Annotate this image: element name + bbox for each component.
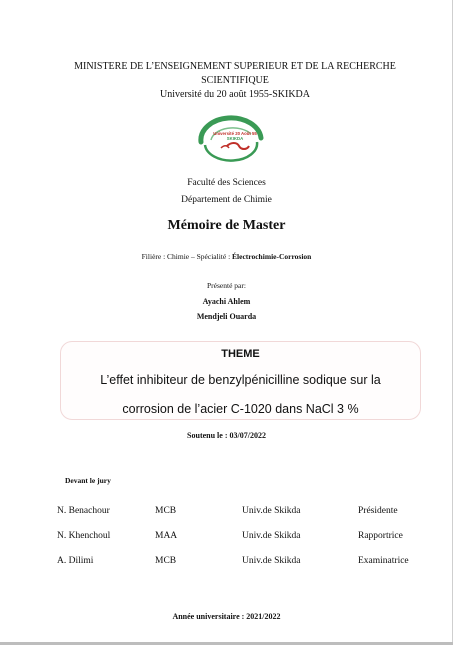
jury-role: Rapportrice bbox=[358, 531, 403, 541]
jury-grade: MCB bbox=[155, 506, 177, 516]
ministry-header bbox=[40, 60, 430, 102]
university-name: Université du 20 août 1955-SKIKDA bbox=[160, 89, 310, 100]
jury-grade: MAA bbox=[155, 531, 178, 541]
theme-box bbox=[60, 341, 421, 420]
faculty-name: Faculté des Sciences bbox=[187, 178, 266, 188]
jury-title: Devant le jury bbox=[65, 476, 111, 485]
jury-role: Présidente bbox=[358, 506, 398, 516]
theme-title-line-2: corrosion de l’acier C-1020 dans NaCl 3 % bbox=[122, 402, 359, 416]
specialite: Électrochimie-Corrosion bbox=[232, 252, 312, 261]
logo-text-line2: SKIKDA bbox=[226, 136, 244, 141]
theme-title-line-1: L’effet inhibiteur de benzylpénicilline sodique sur la bbox=[100, 373, 381, 387]
document-type: Mémoire de Master bbox=[167, 218, 286, 233]
author-1: Ayachi Ahlem bbox=[202, 297, 251, 306]
theme-label: THEME bbox=[221, 348, 260, 360]
academic-year: Année universitaire : 2021/2022 bbox=[172, 612, 281, 621]
ministry-line-1: MINISTERE DE L’ENSEIGNEMENT SUPERIEUR ET DE LA RECHERCHE bbox=[74, 61, 396, 72]
ministry-line-2: SCIENTIFIQUE bbox=[201, 75, 269, 86]
department-name: Département de Chimie bbox=[181, 195, 272, 205]
defense-date: Soutenu le : 03/07/2022 bbox=[187, 431, 266, 440]
author-2: Mendjeli Ouarda bbox=[196, 312, 257, 321]
jury-name: N. Khenchoul bbox=[57, 531, 111, 541]
jury-name: A. Dilimi bbox=[57, 556, 94, 566]
filiere-prefix: Filière : Chimie – Spécialité : bbox=[141, 252, 233, 261]
jury-row bbox=[0, 531, 453, 545]
jury-university: Univ.de Skikda bbox=[242, 531, 301, 541]
logo-text-line1: Université 20 Août 55 bbox=[213, 131, 257, 136]
jury-grade: MCB bbox=[155, 556, 177, 566]
presented-by-label: Présenté par: bbox=[207, 281, 246, 290]
jury-role: Examinatrice bbox=[358, 556, 409, 566]
jury-row bbox=[0, 506, 453, 520]
jury-university: Univ.de Skikda bbox=[242, 506, 301, 516]
faculty-block bbox=[0, 175, 453, 209]
jury-university: Univ.de Skikda bbox=[242, 556, 301, 566]
jury-name: N. Benachour bbox=[57, 506, 110, 516]
filiere-line bbox=[0, 252, 453, 261]
university-logo bbox=[191, 112, 271, 164]
jury-row bbox=[0, 556, 453, 570]
